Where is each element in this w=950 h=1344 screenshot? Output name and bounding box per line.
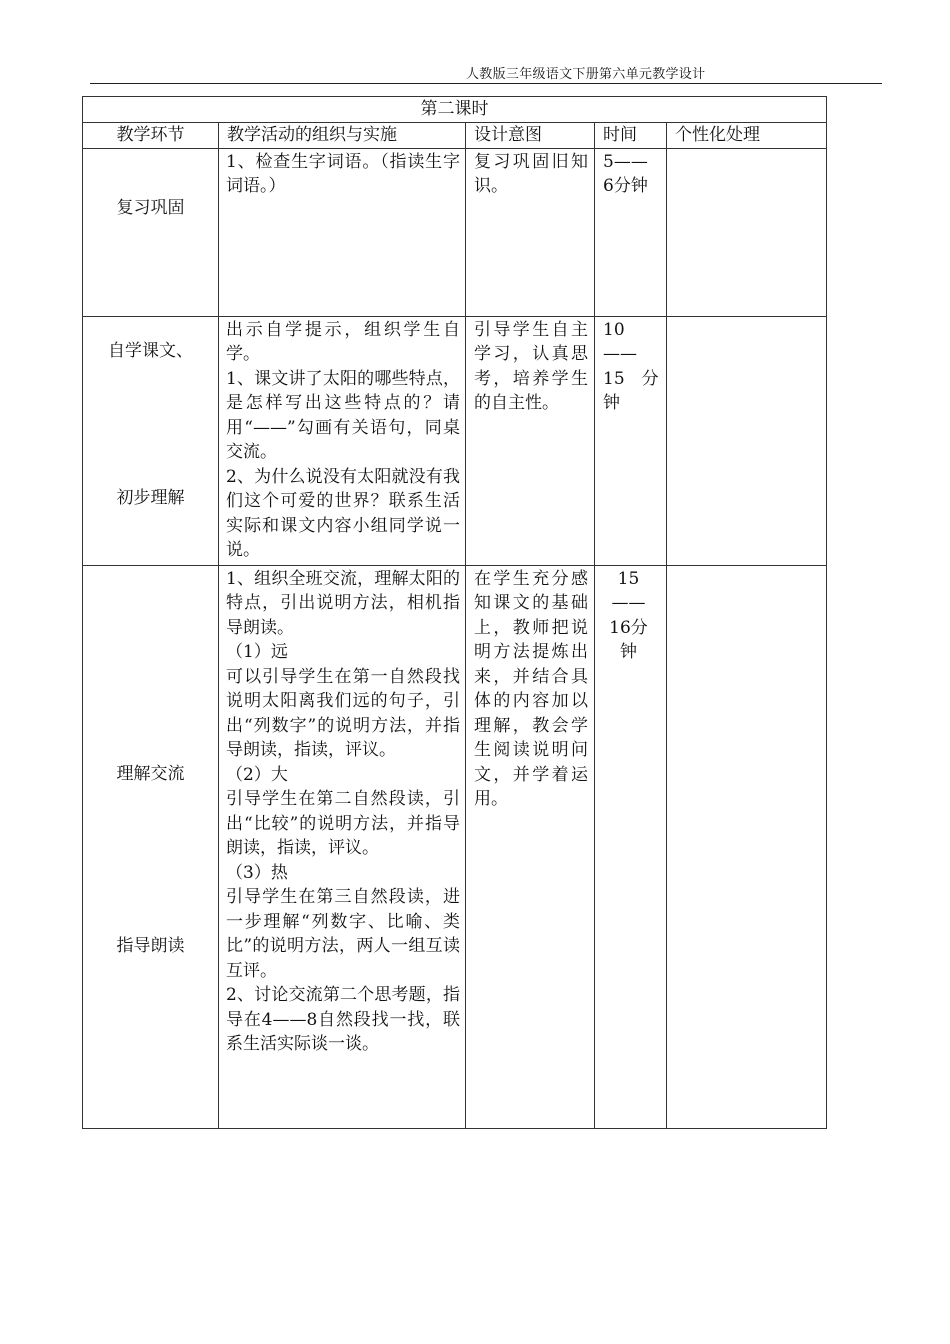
time-line: 6分钟: [603, 176, 648, 196]
stage-cell: [83, 565, 219, 1128]
time-line: ——: [603, 344, 637, 364]
activity-paragraph: （3）热: [226, 862, 288, 883]
time-line: ——: [611, 593, 646, 613]
time-line: 16分: [609, 617, 648, 638]
stage-label: 初步理解: [116, 487, 185, 508]
stage-cell: [83, 148, 219, 316]
personal-cell: [667, 148, 827, 316]
stage-label: 复习巩固: [116, 197, 185, 218]
time-cell: [595, 316, 667, 565]
activity-paragraph: 2、讨论交流第二个思考题，指导在4——8自然段找一找，联系生活实际谈一谈。: [226, 985, 460, 1054]
table-row: [83, 148, 827, 316]
activity-paragraph: 2、为什么说没有太阳就没有我们这个可爱的世界？联系生活实际和课文内容小组同学说一说。: [226, 466, 460, 560]
document-header: 人教版三年级语文下册第六单元教学设计: [466, 67, 706, 82]
table-row: [83, 316, 827, 565]
column-header-time: 时间: [595, 122, 667, 148]
activity-cell: [219, 148, 466, 316]
column-header-activity: 教学活动的组织与实施: [219, 122, 466, 148]
activity-paragraph: 出示自学提示，组织学生自学。: [226, 319, 460, 364]
time-line: 10: [603, 319, 625, 340]
intent-cell: 复习巩固旧知识。: [466, 148, 595, 316]
stage-label: 自学课文、: [108, 340, 193, 361]
intent-cell: 在学生充分感知课文的基础上，教师把说明方法提炼出来，并结合具体的内容加以理解，教会学生阅读说明问文，并学着运用。: [466, 565, 595, 1128]
time-line: 15: [617, 568, 640, 589]
time-line: 钟: [603, 393, 620, 413]
personal-cell: [667, 565, 827, 1128]
activity-paragraph: 1、检查生字词语。（指读生字词语。）: [226, 151, 460, 196]
table-row: [83, 565, 827, 1128]
column-header-intent: 设计意图: [466, 122, 595, 148]
stage-label: 指导朗读: [116, 935, 185, 956]
time-line: 钟: [620, 642, 637, 662]
time-cell: [595, 565, 667, 1128]
time-line: 5——: [603, 151, 648, 172]
lesson-plan-table: [82, 96, 827, 1129]
activity-cell: [219, 565, 466, 1128]
personal-cell: [667, 316, 827, 565]
stage-label: 理解交流: [116, 763, 185, 784]
activity-paragraph: 可以引导学生在第一自然段找说明太阳离我们远的句子，引出“列数字”的说明方法，并指导朗读，指读，评议。: [226, 666, 460, 760]
stage-cell: [83, 316, 219, 565]
activity-paragraph: （1）远: [226, 642, 288, 662]
activity-paragraph: 引导学生在第二自然段读，引出“比较”的说明方法，并指导朗读，指读，评议。: [226, 789, 460, 858]
activity-cell: [219, 316, 466, 565]
lesson-title: 第二课时: [83, 97, 827, 123]
activity-paragraph: 1、课文讲了太阳的哪些特点，是怎样写出这些特点的？请用“——”勾画有关语句，同桌交流。: [226, 368, 460, 462]
activity-paragraph: 引导学生在第三自然段读，进一步理解“列数字、比喻、类比”的说明方法，两人一组互读互评。: [226, 887, 460, 981]
column-header-personal: 个性化处理: [667, 122, 827, 148]
time-line: 15 分: [603, 368, 659, 389]
activity-paragraph: （2）大: [226, 764, 288, 785]
table-header-row: [83, 122, 827, 148]
intent-cell: 引导学生自主学习，认真思考，培养学生的自主性。: [466, 316, 595, 565]
time-cell: [595, 148, 667, 316]
header-rule: [90, 83, 882, 84]
table-title-row: [83, 97, 827, 123]
activity-paragraph: 1、组织全班交流，理解太阳的特点，引出说明方法，相机指导朗读。: [226, 568, 460, 638]
column-header-stage: 教学环节: [83, 122, 219, 148]
